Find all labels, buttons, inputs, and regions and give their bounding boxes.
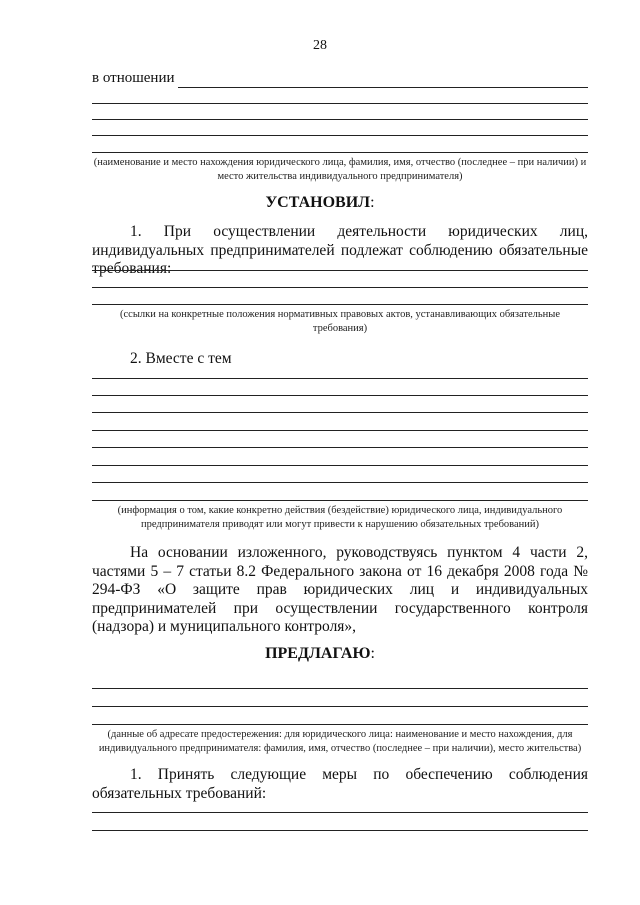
established-heading xyxy=(0,194,640,212)
regarding-label: в отношении xyxy=(92,70,175,86)
blank-line[interactable] xyxy=(92,430,588,431)
blank-line[interactable] xyxy=(92,304,588,305)
blank-line[interactable] xyxy=(92,812,588,813)
blank-line[interactable] xyxy=(92,119,588,120)
regarding-fill-line[interactable] xyxy=(178,87,588,88)
blank-line[interactable] xyxy=(92,378,588,379)
blank-line[interactable] xyxy=(92,465,588,466)
blank-line[interactable] xyxy=(92,724,588,725)
basis-paragraph: На основании изложенного, руководствуясь пунктом 4 части 2, частями 5 – 7 статьи 8.2 Федерального закона от 16 декабря 2008 года № 294-ФЗ «О защите прав юридических лиц и индивидуальных предпринимателей при осуществлении государственного контроля (надзора) и муниципального контроля», xyxy=(92,544,588,635)
item1-paragraph: 1. При осуществлении деятельности юридических лиц, индивидуальных предпринимателей подлежат соблюдению обязательные требования: xyxy=(92,223,588,277)
blank-line[interactable] xyxy=(92,500,588,501)
blank-line[interactable] xyxy=(92,395,588,396)
page-number: 28 xyxy=(313,38,327,53)
blank-line[interactable] xyxy=(92,287,588,288)
blank-line[interactable] xyxy=(92,447,588,448)
addressee-caption: (данные об адресате предостережения: для юридического лица: наименование и место нахождения, для индивидуального предпринимателя: фамилия, имя, отчество (последнее – при наличии), место жительства) xyxy=(98,729,582,754)
subject-caption: (наименование и место нахождения юридического лица, фамилия, имя, отчество (последнее – при наличии) и место жительства индивидуального предпринимателя) xyxy=(93,157,587,182)
blank-line[interactable] xyxy=(92,412,588,413)
established-heading-colon: : xyxy=(370,194,375,211)
blank-line[interactable] xyxy=(92,135,588,136)
blank-line[interactable] xyxy=(92,152,588,153)
item2-paragraph: 2. Вместе с тем xyxy=(130,350,232,367)
propose-heading xyxy=(0,645,640,663)
blank-line[interactable] xyxy=(92,270,588,271)
propose-heading-text: ПРЕДЛАГАЮ xyxy=(265,645,371,662)
blank-line[interactable] xyxy=(92,706,588,707)
established-heading-text: УСТАНОВИЛ xyxy=(265,194,371,211)
propose-heading-colon: : xyxy=(370,645,375,662)
actions-caption: (информация о том, какие конкретно действия (бездействие) юридического лица, индивидуального предпринимателя приводят или могут привести к нарушению обязательных требований) xyxy=(117,505,563,530)
blank-line[interactable] xyxy=(92,688,588,689)
measures-paragraph: 1. Принять следующие меры по обеспечению соблюдения обязательных требований: xyxy=(92,766,588,802)
blank-line[interactable] xyxy=(92,103,588,104)
norms-caption: (ссылки на конкретные положения нормативных правовых актов, устанавливающих обязательные требования) xyxy=(120,309,560,334)
blank-line[interactable] xyxy=(92,830,588,831)
blank-line[interactable] xyxy=(92,482,588,483)
